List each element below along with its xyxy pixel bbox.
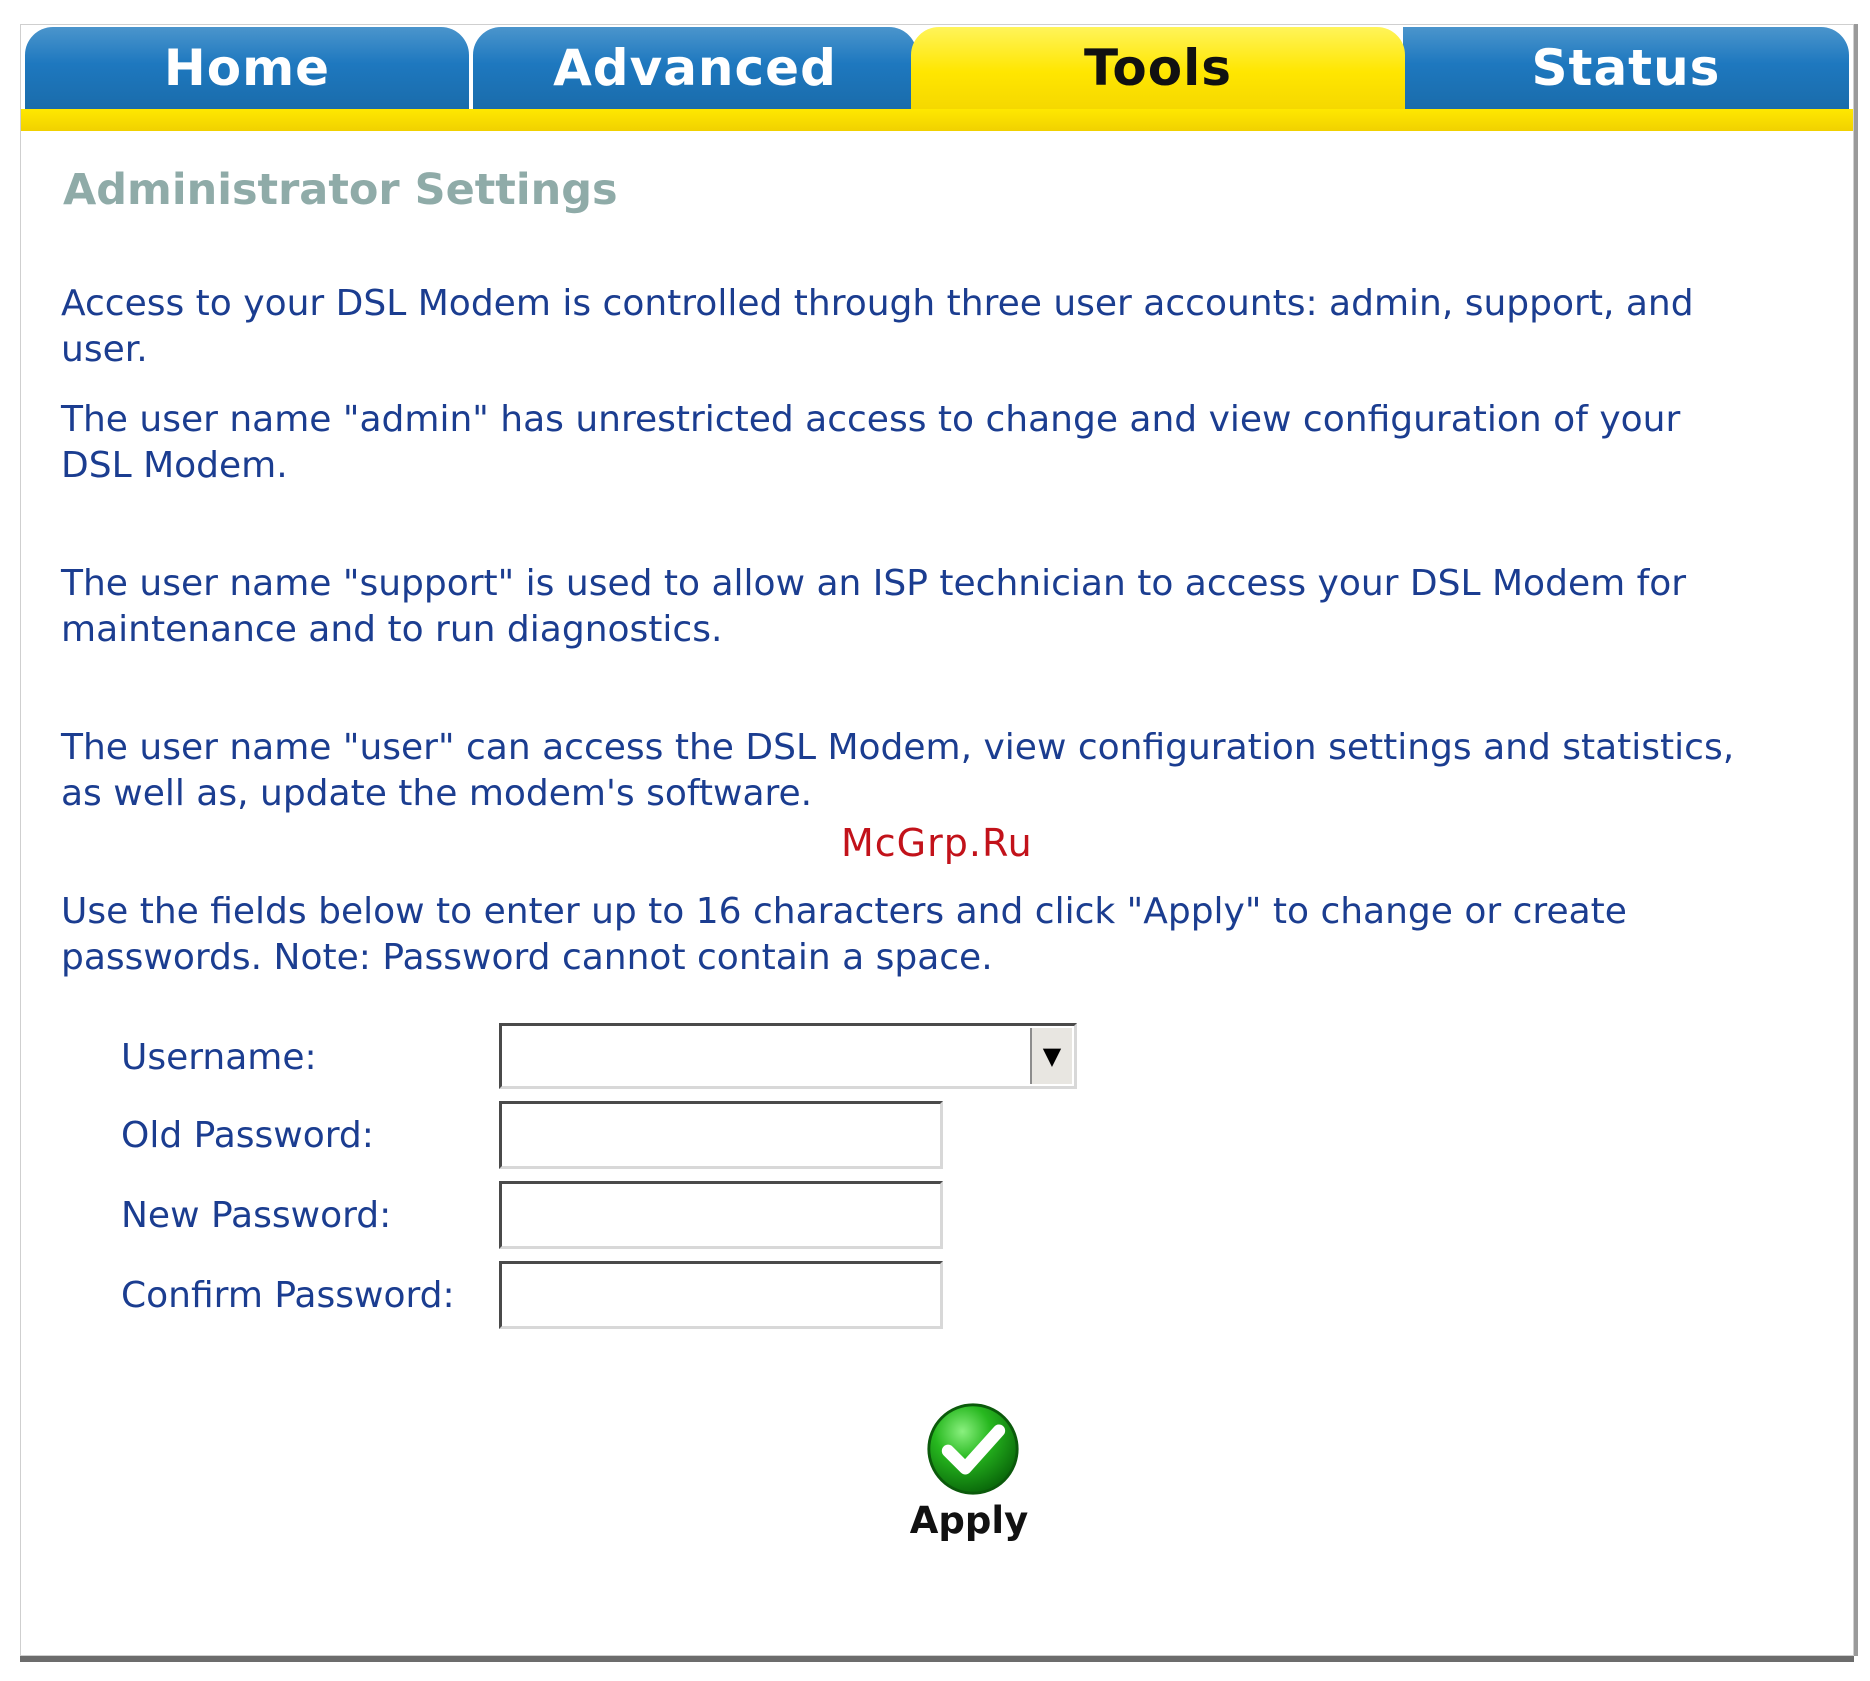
username-select[interactable] [499,1023,1077,1089]
new-password-label: New Password: [121,1195,392,1236]
tab-tools[interactable]: Tools [911,27,1405,109]
username-label: Username: [121,1037,317,1078]
user-description: The user name "user" can access the DSL Modem, view configuration settings and statistics, as well as, update the modem's software. [61,727,1735,814]
intro-paragraph: Access to your DSL Modem is controlled through three user accounts: admin, support, and user. [61,283,1694,370]
old-password-field[interactable] [499,1101,943,1169]
page-title: Administrator Settings [63,165,618,215]
top-tab-bar [21,25,1853,105]
chevron-down-icon[interactable]: ▼ [1030,1028,1072,1084]
admin-description: The user name "admin" has unrestricted access to change and view configuration of your DSL Modem. [61,399,1681,486]
confirm-password-field[interactable] [499,1261,943,1329]
new-password-field[interactable] [499,1181,943,1249]
instructions-paragraph: Use the fields below to enter up to 16 characters and click "Apply" to change or create passwords. Note: Password cannot contain a space. [61,891,1627,978]
checkmark-icon [925,1401,1021,1497]
tab-underline-bar [21,109,1853,131]
tab-status[interactable]: Status [1403,27,1849,109]
confirm-password-label: Confirm Password: [121,1275,455,1316]
main-content [21,131,1853,1655]
support-description: The user name "support" is used to allow an ISP technician to access your DSL Modem for maintenance and to run diagnostics. [61,563,1687,650]
old-password-label: Old Password: [121,1115,374,1156]
apply-button[interactable] [899,1401,1039,1561]
watermark: McGrp.Ru [841,821,1033,865]
tab-advanced[interactable]: Advanced [473,27,917,109]
tab-home[interactable]: Home [25,27,469,109]
apply-label: Apply [909,1499,1029,1542]
page-frame [20,24,1854,1656]
